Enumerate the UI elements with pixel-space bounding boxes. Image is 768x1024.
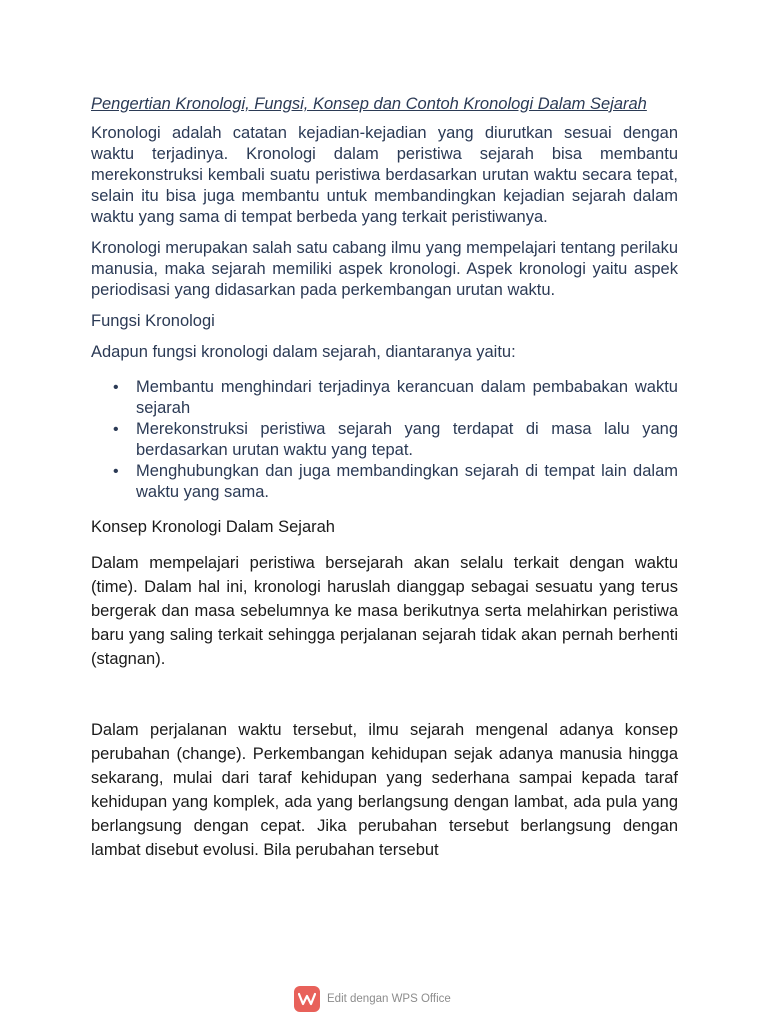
bullet-icon: • bbox=[113, 463, 119, 480]
bullet-icon: • bbox=[113, 379, 119, 396]
list-item bbox=[91, 419, 678, 461]
intro-paragraph-2: Kronologi merupakan salah satu cabang ilmu yang mempelajari tentang perilaku manusia, maka sejarah memiliki aspek kronologi. Aspek kronologi yaitu aspek periodisasi yang didasarkan pada perkembangan urutan waktu. bbox=[91, 239, 679, 299]
list-item-text: Merekonstruksi peristiwa sejarah yang terdapat di masa lalu yang berdasarkan urutan waktu yang tepat. bbox=[136, 420, 678, 459]
bullet-icon: • bbox=[113, 421, 119, 438]
konsep-paragraph-1: Dalam mempelajari peristiwa bersejarah akan selalu terkait dengan waktu (time). Dalam hal ini, kronologi haruslah dianggap sebagai sesuatu yang terus bergerak dan masa sebelumnya ke masa berikutnya serta melahirkan peristiwa baru yang saling terkait sehingga perjalanan sejarah tidak akan pernah berhenti (stagnan). bbox=[91, 554, 678, 668]
list-item bbox=[91, 377, 678, 419]
wps-office-logo-icon bbox=[294, 986, 320, 1012]
wps-edit-label: Edit dengan WPS Office bbox=[327, 993, 451, 1005]
konsep-heading: Konsep Kronologi Dalam Sejarah bbox=[91, 518, 335, 536]
wps-edit-link[interactable] bbox=[294, 984, 451, 1014]
list-item-text: Membantu menghindari terjadinya kerancuan dalam pembabakan waktu sejarah bbox=[136, 378, 678, 417]
document-title: Pengertian Kronologi, Fungsi, Konsep dan Contoh Kronologi Dalam Sejarah bbox=[91, 95, 647, 113]
konsep-paragraph-2: Dalam perjalanan waktu tersebut, ilmu sejarah mengenal adanya konsep perubahan (change). Perkembangan kehidupan sejak adanya manusia hingga sekarang, mulai dari taraf kehidupan yang sederhana sampai kepada taraf kehidupan yang komplek, ada yang berlangsung dengan lambat, ada pula yang berlangsung dengan cepat. Jika perubahan tersebut berlangsung dengan lambat disebut evolusi. Bila perubahan tersebut bbox=[91, 721, 678, 859]
document-page bbox=[91, 94, 678, 862]
list-item-text: Menghubungkan dan juga membandingkan sejarah di tempat lain dalam waktu yang sama. bbox=[136, 462, 678, 501]
intro-paragraph-1: Kronologi adalah catatan kejadian-kejadian yang diurutkan sesuai dengan waktu terjadinya. Kronologi dalam peristiwa sejarah bisa membantu merekonstruksi kembali suatu peristiwa berdasarkan urutan waktu secara tepat, selain itu bisa juga membantu untuk membandingkan kejadian sejarah dalam waktu yang sama di tempat berbeda yang terkait peristiwanya. bbox=[91, 124, 678, 226]
fungsi-list bbox=[91, 377, 678, 503]
fungsi-heading: Fungsi Kronologi bbox=[91, 312, 215, 330]
fungsi-lead: Adapun fungsi kronologi dalam sejarah, diantaranya yaitu: bbox=[91, 343, 516, 361]
list-item bbox=[91, 461, 678, 503]
